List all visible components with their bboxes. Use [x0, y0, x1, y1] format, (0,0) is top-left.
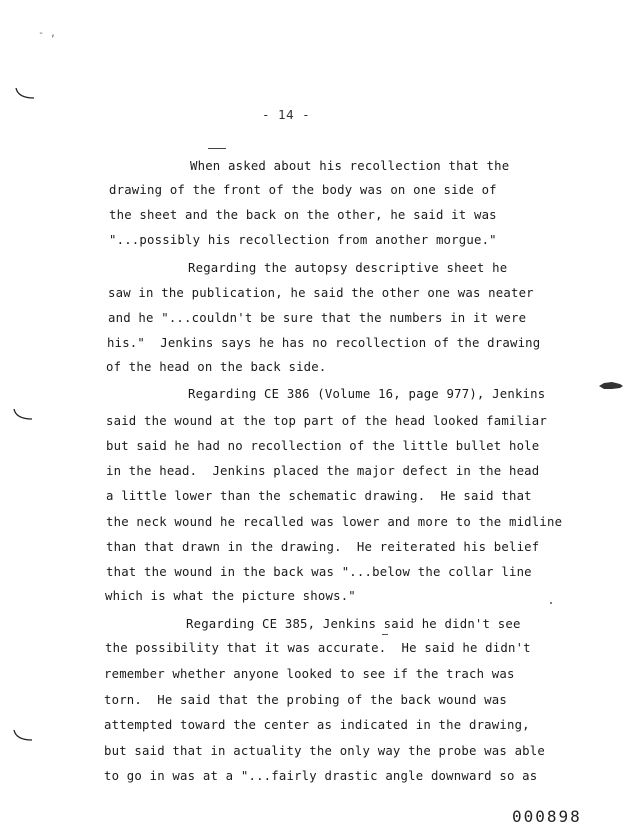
text-line: said the wound at the top part of the head looked familiar: [106, 414, 547, 428]
text-line: "...possibly his recollection from another morgue.": [109, 233, 497, 247]
separator-rule: [208, 148, 226, 149]
text-line: of the head on the back side.: [106, 360, 327, 374]
text-line: remember whether anyone looked to see if the trach was: [104, 667, 515, 681]
binder-mark-middle-icon: [12, 407, 34, 423]
text-line: the sheet and the back on the other, he said it was: [109, 208, 497, 222]
text-line: the possibility that it was accurate. He said he didn't: [105, 641, 531, 655]
text-line: saw in the publication, he said the other one was neater: [108, 286, 534, 300]
text-line: drawing of the front of the body was on one side of: [109, 183, 497, 197]
text-line: Regarding CE 385, Jenkins said he didn't see: [186, 617, 521, 631]
text-line: that the wound in the back was "...below the collar line: [106, 565, 532, 579]
speck-mark: [550, 602, 552, 604]
text-line: to go in was at a "...fairly drastic angle downward so as: [104, 769, 538, 783]
bates-number: 000898: [512, 807, 582, 826]
margin-smudge-icon: [598, 380, 624, 392]
text-line: but said that in actuality the only way the probe was able: [104, 744, 545, 758]
text-line: Regarding the autopsy descriptive sheet he: [188, 261, 508, 275]
text-line: and he "...couldn't be sure that the numbers in it were: [108, 311, 527, 325]
text-line: the neck wound he recalled was lower and more to the midline: [106, 515, 563, 529]
text-line: than that drawn in the drawing. He reiterated his belief: [106, 540, 540, 554]
text-line: Regarding CE 386 (Volume 16, page 977), Jenkins: [188, 387, 546, 401]
text-line: which is what the picture shows.": [105, 589, 356, 603]
text-line: a little lower than the schematic drawing. He said that: [106, 489, 532, 503]
text-line: attempted toward the center as indicated in the drawing,: [104, 718, 530, 732]
text-line: When asked about his recollection that the: [190, 159, 510, 173]
corner-marks: - ,: [38, 28, 57, 39]
page-number: - 14 -: [262, 107, 311, 122]
text-line: but said he had no recollection of the little bullet hole: [106, 439, 540, 453]
binder-mark-bottom-icon: [12, 728, 34, 744]
text-line: in the head. Jenkins placed the major defect in the head: [106, 464, 540, 478]
speck-mark: [382, 634, 388, 635]
binder-mark-top-icon: [14, 86, 36, 102]
text-line: torn. He said that the probing of the back wound was: [104, 693, 507, 707]
text-line: his." Jenkins says he has no recollection of the drawing: [107, 336, 541, 350]
